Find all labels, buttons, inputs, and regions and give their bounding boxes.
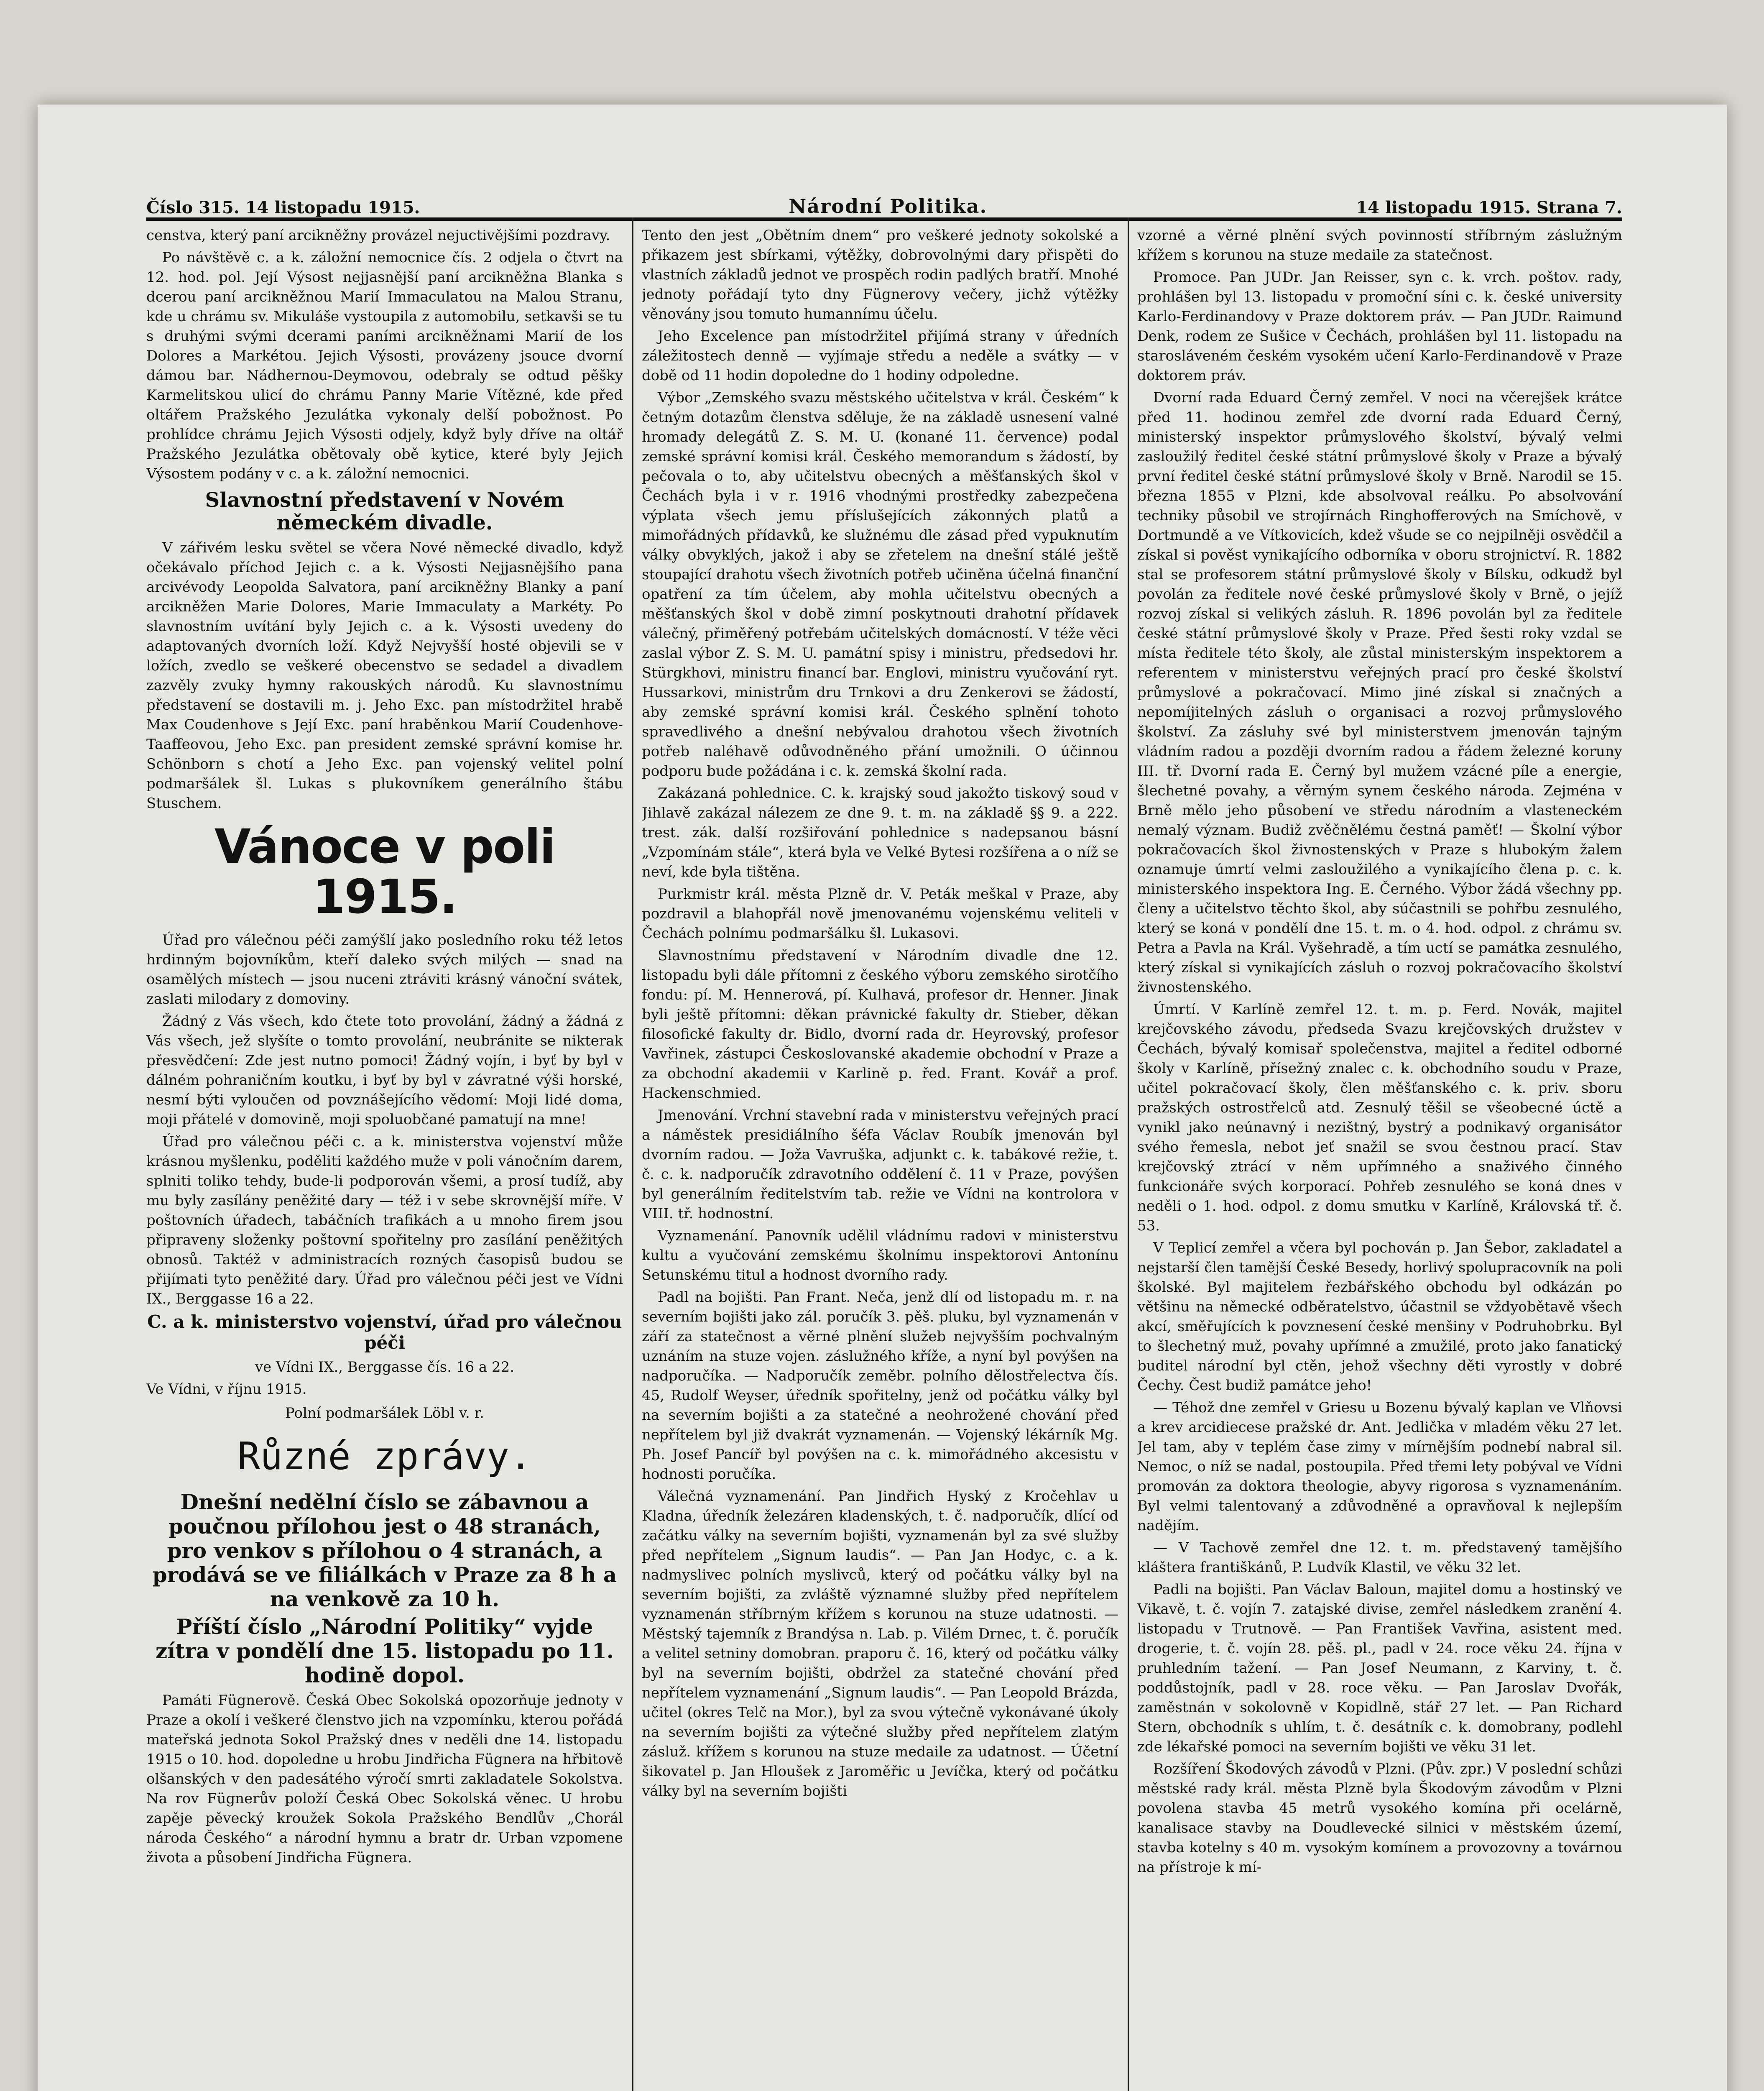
notice-next-issue: Příští číslo „Národní Politiky“ vyjde zítra v pondělí dne 15. listopadu po 11. hodině dopol. <box>155 1614 614 1687</box>
section-heading-ruzne: Různé zprávy. <box>237 1434 532 1478</box>
paragraph: Památi Fügnerově. Česká Obec Sokolská opozorňuje jednoty v Praze a okolí i veškeré členstvo jich na vzpomínku, kterou pořádá mateřská jednota Sokol Pražský dnes v neděli dne 14. listopadu 1915 o 10. hod. dopoledne u hrobu Jindřicha Fügnera na hřbitově olšanských v den padesátého výročí smrti zakladatele Sokolstva. Na rov Fügnerův položí Česká Obec Sokolská věnec. U hrobu zapěje pěvecký kroužek Sokola Pražského Bendlův „Chorál národa Českého“ a národní hymnu a bratr dr. Urban vzpomene života a působení Jindřicha Fügnera. <box>146 1692 623 1866</box>
paragraph: Tento den jest „Obětním dnem“ pro veškeré jednoty sokolské a přikazem jest sbírkami, výtěžky, dobrovolnými dary přispěti do vlastních základů jednot ve prospěch rodin padlých bratří. Mnohé jednoty pořádají tyto dny Fügnerovy večery, jichž výtěžky věnovány jsou tomuto humannímu účelu. <box>642 227 1118 322</box>
paragraph: Žádný z Vás všech, kdo čtete toto provolání, žádný a žádná z Vás všech, jež slyšíte o tomto provolání, neubránite se nikterak přesvědčení: Zde jest nutno pomoci! Žádný vojín, i byť by byl v dálném pohraničním koutku, i byť by byl v závratné výši horské, nesmí býti vyloučen od povznášejícího vědomí: Moji lidé doma, moji přátelé v domovině, moji spoluobčané pamatují na mne! <box>146 1013 623 1128</box>
column-1 <box>146 226 623 2091</box>
paragraph: Jeho Excelence pan místodržitel přijímá strany v úředních záležitostech denně — vyjímaje středu a neděle a svátky — v době od 11 hodin dopoledne do 1 hodiny odpoledne. <box>642 328 1118 384</box>
paragraph: Rozšíření Škodových závodů v Plzni. (Pův. zpr.) V poslední schůzi městské rady král. města Plzně byla Škodovým závodům v Plzni povolena stavba 45 metrů vysokého komína při ocelárně, kanalisace stavby na Doudlevecké silnici v městském území, stavba kotelny s 40 m. vysokým komínem a provozovny a továrnou na přístroje k mí- <box>1137 1761 1622 1876</box>
paragraph: Po návštěvě c. a k. záložní nemocnice čís. 2 odjela o čtvrt na 12. hod. pol. Její Výsost nejjasnější paní arcikněžna Blanka s dcerou paní arcikněžnou Marií Immaculatou na Malou Stranu, kde u chrámu sv. Mikuláše vystoupila z automobilu, setkavši se tu s druhými svými dcerami paními arcikněžnami Marií de los Dolores a Markétou. Jejich Výsosti, provázeny jsouce dvorní dámou bar. Nádhernou-Deymovou, odebraly se odtud pěšky Karmelitskou ulicí do chrámu Panny Marie Vítězné, kde před oltářem Pražského Jezulátka vykonaly delší pobožnost. Po prohlídce chrámu Jejich Výsosti odjely, když byly dříve na oltář Pražského Jezulátka obětovaly obě kytice, které byly Jejich Výsostem podány v c. a k. záložní nemocnici. <box>146 249 623 482</box>
paragraph: Slavnostnímu představení v Národním divadle dne 12. listopadu byli dále přítomni z českého výboru zemského sirotčího fondu: pí. M. Hennerová, pí. Kulhavá, profesor dr. Henner. Jinak byli ještě přítomni: děkan právnické fakulty dr. Stieber, děkan filosofické fakulty dr. Bidlo, dvorní rada dr. Heyrovský, profesor Vavřinek, zástupci Českoslovanské akademie obchodní v Praze a za obchodní akademii v Karlině p. řed. Frant. Kovář a prof. Hackenschmied. <box>642 947 1118 1102</box>
paragraph: vzorné a věrné plnění svých povinností stříbrným záslužným křížem s korunou na stuze medaile za statečnost. <box>1137 227 1622 263</box>
paragraph: censtva, který paní arcikněžny provázel nejuctivějšími pozdravy. <box>146 227 610 244</box>
section-heading-theatre: Slavnostní představení v Novém německém divadle. <box>205 488 564 534</box>
paragraph: — Téhož dne zemřel v Griesu u Bozenu bývalý kaplan ve Vlňovsi a krev arcidiecese pražské dr. Ant. Jedlička v mladém věku 27 let. Jel tam, aby v teplém čase zimy v mírnějším podnebí nabral sil. Nemoc, o níž se nadal, postoupila. Před třemi lety pobýval ve Vídni promován za doktora theologie, abyvy rigorosa s vyznamenáním. Byl velmi talentovaný a zdůvodněné a opravňoval k nejlepším nadějím. <box>1137 1399 1622 1534</box>
paragraph: Úřad pro válečnou péči zamýšlí jako posledního roku též letos hrdinným bojovníkům, kteří daleko svých milých — snad na osamělých místech — jsou nuceni ztráviti krásný vánoční svátek, zaslati milodary z domoviny. <box>146 932 623 1007</box>
column-divider-2 <box>1128 217 1129 2091</box>
signature-office: C. a k. ministerstvo vojenství, úřad pro válečnou péči <box>147 1311 622 1353</box>
paragraph: Zakázaná pohlednice. C. k. krajský soud jakožto tiskový soud v Jihlavě zakázal nálezem ze dne 9. t. m. na základě §§ 9. a 222. trest. zák. další rozšiřování pohlednice s nadepsanou básní „Vzpomínám stále“, která byla ve Velké Bytesi rozšířena a o níž se neví, kde byla tištěna. <box>642 785 1118 880</box>
paragraph: V Teplicí zemřel a včera byl pochován p. Jan Šebor, zakladatel a nejstarší člen tamější České Besedy, horlivý spolupracovník na poli školské. Byl majitelem řezbářského obchodu byl odkázán po většinu na německé odběratelstvo, účastnil se vždyobětavě všech akcí, směřujících k povznesení české menšiny v Podruhobrku. Byl to šlechetný muž, povahy upřímné a zmužilé, proto jako fanatický buditel národní byl ctěn, jehož všechny děti vyrostly v dobré Čechy. Čest budiž památce jeho! <box>1137 1240 1622 1394</box>
page-header <box>146 184 1622 217</box>
masthead-title: Národní Politika. <box>789 195 988 217</box>
header-page-info: 14 listopadu 1915. Strana 7. <box>1356 198 1622 217</box>
paragraph: Jmenování. Vrchní stavební rada v ministerstvu veřejných prací a náměstek presidiálního šéfa Václav Roubík jmenován byl dvorním radou. — Joža Vavruška, adjunkt c. k. tabákové režie, t. č. c. k. nadporučík zdravotního oddělení č. 11 v Praze, povýšen byl generálním ředitelstvím tab. režie ve Vídni na kontrolora v VIII. tř. hodnostní. <box>642 1107 1118 1222</box>
paragraph: Úmrtí. V Karlíně zemřel 12. t. m. p. Ferd. Novák, majitel krejčovského závodu, předseda Svazu krejčovských družstev v Čechách, bývalý komisař společenstva, majitel a ředitel odborné školy v Karlíně, přísežný znalec c. k. obchodního soudu v Praze, učitel pokračovací školy, člen měšťanského c. k. priv. sboru pražských ostrostřelců atd. Zesnulý těšil se všeobecné úctě a vynikl jako neúnavný i nezištný, bystrý a podnikavý organisátor svého řemesla, nebot jeť snažil se svou čestnou prací. Stav krejčovský ztrácí v něm upřímného a snaživého činného funkcionáře svých korporací. Pohřeb zesnulého se koná dnes v neděli o 1. hod. odpol. z domu smutku v Karlíně, Královská tř. č. 53. <box>1137 1001 1622 1234</box>
column-divider-1 <box>632 217 633 2091</box>
column-2 <box>642 226 1118 2091</box>
header-issue-info: Číslo 315. 14 listopadu 1915. <box>146 198 420 217</box>
paragraph: Dvorní rada Eduard Černý zemřel. V noci na včerejšek krátce před 11. hodinou zemřel zde dvorní rada Eduard Černý, ministerský inspektor průmyslového školství, bývalý velmi zasloužilý ředitel české státní průmyslové školy v Praze a bývalý první ředitel české státní průmyslové školy v Brně. Narodil se 15. března 1855 v Plzni, kde absolvoval reálku. Po absolvování techniky působil ve strojírnách Ringhofferových na Smíchově, v Dortmundě a ve Vítkovicích, kdež všude se co nejpilněji osvědčil a získal si pověst vynikajícího odborníka v oboru strojnictví. R. 1882 stal se profesorem státní průmyslové školy v Bílsku, odkudž byl povolán za ředitele nové české průmyslové školy v Brně, o jejíž rozvoj získal si velikých zásluh. R. 1896 povolán byl za ředitele české státní průmyslové školy v Praze. Před šesti roky vzdal se místa ředitele této školy, ale zůstal ministerským inspektorem a referentem v ministerstvu veřejných prací pro české školství průmyslové a pokračovací. Mimo jiné získal si značných a nepomíjitelných zásluh o organisaci a rozvoj průmyslového školství. Za zásluhy své byl ministerstvem jmenován tajným vládním radou a později dvorním radou a řádem železné koruny III. tř. Dvorní rada E. Černý byl mužem vzácné píle a energie, šlechetné povahy, a věrným synem českého národa. Zejména v Brně mělo jeho působení ve středu národním a vlasteneckém nemalý význam. Budiž zvěčnělému čestná paměť! — Školní výbor pokračovacích škol živnostenských v Praze s hlubokým žalem oznamuje úmrtí velmi zasloužilého a vynikajícího člena p. c. k. ministerského inspektora Ing. E. Černého. Výbor žádá všechny pp. členy a učitelstvo těchto škol, aby súčastnili se pohřbu zesnulého, který se koná v pondělí dne 15. t. m. o 4. hod. odpol. z chrámu sv. Petra a Pavla na Král. Vyšehradě, a tím uctí se památka zesnulého, který získal si vynikajících zásluh o rozvoj pokračovacího školství živnostenského. <box>1137 389 1622 996</box>
paragraph: — V Tachově zemřel dne 12. t. m. představený tamějšího kláštera františkánů, P. Ludvík Klastil, ve věku 32 let. <box>1137 1539 1622 1576</box>
paragraph: V zářivém lesku světel se včera Nové německé divadlo, když očekávalo příchod Jejich c. a k. Výsosti Nejjasnějšího pana arcivévody Leopolda Salvatora, paní arcikněžny Blanky a paní arcikněžen Marie Dolores, Marie Immaculaty a Markéty. Po slavnostním uvítání byly Jejich c. a k. Výsosti uvedeny do adaptovaných dvorních loží. Když Nejvyšší hosté objevili se v ložích, zvedlo se veškeré obecenstvo se sedadel a divadlem zazvěly zvuky hymny rakouských národů. Ku slavnostnímu představení se dostavili m. j. Jeho Exc. pan místodržitel hrabě Max Coudenhove s Její Exc. paní hraběnkou Marií Coudenhove-Taaffeovou, Jeho Exc. pan president zemské správní komise hr. Schönborn s chotí a Jeho Exc. pan vojenský velitel polní podmaršálek šl. Lukas s plukovníkem generálního štábu Stuschem. <box>146 539 623 812</box>
signature-name: Polní podmaršálek Löbl v. r. <box>285 1405 484 1421</box>
paragraph: Válečná vyznamenání. Pan Jindřich Hyský z Kročehlav u Kladna, úředník železáren kladenských, t. č. nadporučík, dlící od začátku války na severním bojišti, vyznamenán byl za své služby před nepřítelem „Signum laudis“. — Pan Jan Hodyc, c. a k. nadmyslivec polních myslivců, který od počátku války byl na severním bojišti, za zvláště významné služby před nepřítelem vyznamenán stříbrným křížem s korunou na stuze udatnosti. — Městský tajemník z Brandýsa n. Lab. p. Vilém Drnec, t. č. poručík a velitel setniny domobran. praporu č. 16, který od počátku války byl na severním bojišti, obdržel za statečné chování před nepřítelem vyznamenání „Signum laudis“. — Pan Leopold Brázda, učitel (okres Telč na Mor.), byl za svou výtečně vykonávané úkoly na severním bojišti za výtečné služby před nepřítelem zlatým zásluž. křížem s korunou na stuze medaile za udatnost. — Účetní šikovatel p. Jan Hloušek z Jaroměřic u Jevíčka, který od počátku války byl na severním bojišti <box>642 1488 1118 1800</box>
signature-address: ve Vídni IX., Berggasse čís. 16 a 22. <box>255 1359 515 1375</box>
column-3 <box>1137 226 1622 2091</box>
paragraph: Vyznamenání. Panovník udělil vládnímu radovi v ministerstvu kultu a vyučování zemskému školnímu inspektorovi Antonínu Setunskému titul a hodnost dvorního rady. <box>642 1227 1118 1283</box>
paragraph: Výbor „Zemského svazu městského učitelstva v král. Českém“ k četným dotazům členstva sděluje, že na základě usnesení valné hromady delegátů Z. S. M. U. (konané 11. července) podal zemské správní komisi král. Českého memorandum s žádostí, by pečovala o to, aby učitelstvu obecných a měšťanských škol v Čechách byla i v r. 1916 vhodnými prostředky zabezpečena výplata všech jemu příslušejících zákonných platů a mimořádných přídavků, ke služnému dle zásad před vypuknutím války obvyklých, jakož i aby se zřetelem na dnešní stálé ještě stoupající drahotu všech životních potřeb učiněna účelná finanční opatření za tím účelem, aby mohla učitelstvu obecných a měšťanských škol v době zimní poskytnouti drahotní přídavek válečný, přiměřený potřebám učitelských domácností. V téže věci zaslal výbor Z. S. M. U. památní spisy i ministru, předsedovi hr. Stürgkhovi, ministru financí bar. Englovi, ministru vyučování ryt. Hussarkovi, ministrům dru Trnkovi a dru Zenkerovi se žádostí, aby zemské správní komisi král. Českého splnění tohoto spravedlivého a dnešní nebývalou drahotou všech životních potřeb naléhavě odůvodněného přání umožnili. O účinnou podporu bude požádána i c. k. zemská školní rada. <box>642 389 1118 780</box>
paragraph: Padl na bojišti. Pan Frant. Neča, jenž dlí od listopadu m. r. na severním bojišti jako zál. poručík 3. pěš. pluku, byl vyznamenán v září za statečnost a věrné plnění služeb nejvyšším pochvalným uznáním na stuze vojen. záslužného kříže, a nyní byl povýšen na nadporučíka. — Nadporučík zeměbr. polního dělostřelectva čís. 45, Rudolf Weyser, úředník spořitelny, jenž od počátku války byl na severním bojišti a za statečné a neohrožené chování před nepřítelem byl již dvakrát vyznamenán. — Vojenský lékárník Mg. Ph. Josef Pancíř byl povýšen na c. k. mimořádného akcesistu v hodnosti poručíka. <box>642 1289 1118 1483</box>
section-heading-vanoce: Vánoce v poli 1915. <box>214 820 555 924</box>
paragraph: Purkmistr král. města Plzně dr. V. Peták meškal v Praze, aby pozdravil a blahopřál nově jmenovanému vojenskému veliteli v Čechách polnímu podmaršálku šl. Lukasovi. <box>642 886 1118 942</box>
paragraph: Padli na bojišti. Pan Václav Baloun, majitel domu a hostinský ve Vikavě, t. č. vojín 7. zatajské divise, zemřel následkem zranění 4. listopadu v Trutnově. — Pan František Vavřina, asistent med. drogerie, t. č. vojín 28. pěš. pl., padl v 24. roce věku 24. října v pruhledním tažení. — Pan Josef Neumann, z Karviny, t. č. poddůstojník, padl v 28. roce věku. — Pan Jaroslav Dvořák, zaměstnán v sokolovně v Kopidlně, stář 27 let. — Pan Richard Stern, obchodník s uhlím, t. č. desátník c. k. domobrany, podlehl zde lékařské pomoci na severním bojišti ve věku 31 let. <box>1137 1581 1622 1755</box>
paragraph: Promoce. Pan JUDr. Jan Reisser, syn c. k. vrch. poštov. rady, prohlášen byl 13. listopadu v promoční síni c. k. české university Karlo-Ferdinandovy v Praze doktorem práv. — Pan JUDr. Raimund Denk, rodem ze Sušice v Čechách, prohlášen byl 11. listopadu na starosláveném českém vysokém učení Karlo-Ferdinandově v Praze doktorem práv. <box>1137 269 1622 384</box>
notice-sunday-issue: Dnešní nedělní číslo se zábavnou a poučnou přílohou jest o 48 stranách, pro venkov s přílohou o 4 stranách, a prodává se ve filiálkách v Praze za 8 h a na venkově za 10 h. <box>152 1490 617 1611</box>
paragraph: Úřad pro válečnou péči c. a k. ministerstva vojenství může krásnou myšlenku, poděliti každého muže v poli vánočním darem, splniti toliko tehdy, bude-li podporován všemi, a prosí tudíž, aby mu byly zasílány peněžité dary — též i v sebe skrovnější míře. V poštovních úřadech, tabáčních trafikách a u mnoho firem jsou připraveny složenky poštovní spořitelny pro zasílání peněžitých obnosů. Taktéž v administracích rozných časopisů budou se přijímati tyto peněžité dary. Úřad pro válečnou péči jest ve Vídni IX., Berggasse 16 a 22. <box>146 1133 623 1307</box>
header-rule <box>146 217 1622 221</box>
signature-date: Ve Vídni, v říjnu 1915. <box>146 1381 307 1398</box>
